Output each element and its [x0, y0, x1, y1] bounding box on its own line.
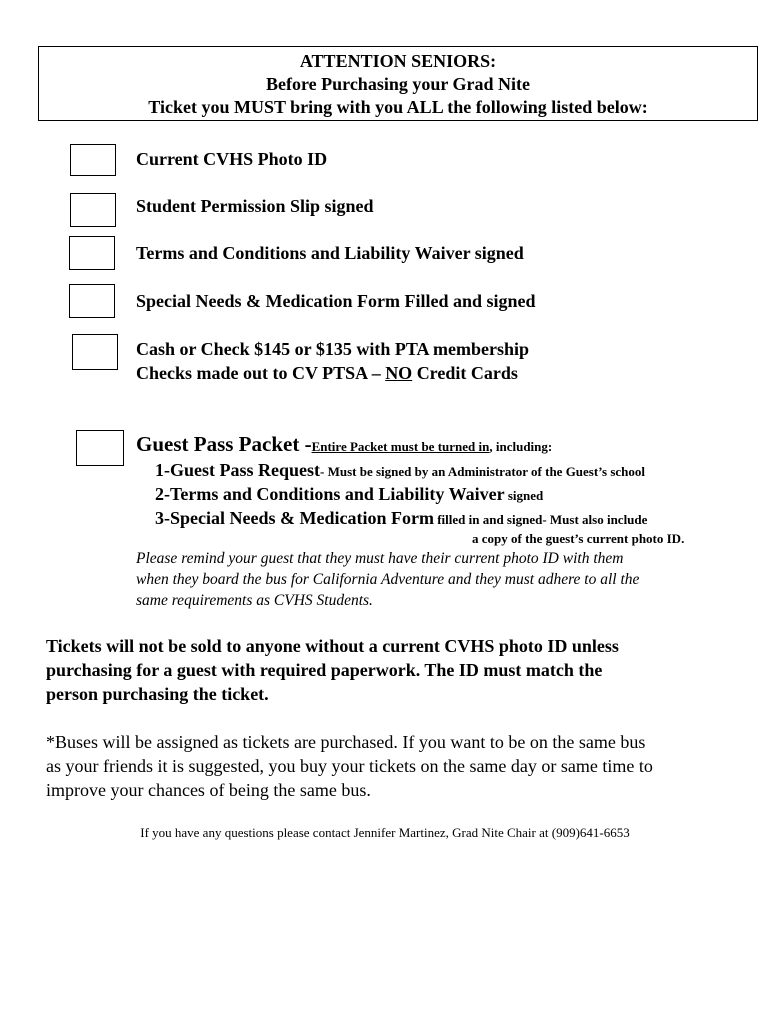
guest-item-3-continued: a copy of the guest’s current photo ID. — [472, 531, 685, 546]
header-box — [38, 46, 758, 121]
guest-reminder-note: Please remind your guest that they must have their current photo ID with them when they board the bus for California Adventure and they must adhere to all the same requirements as CVHS Students. — [136, 550, 640, 609]
permission-slip-checkbox[interactable] — [70, 193, 116, 227]
terms-label: Terms and Conditions and Liability Waiver signed — [136, 243, 524, 263]
no-credit-emphasis: NO — [385, 363, 413, 383]
bus-assignment-note: *Buses will be assigned as tickets are purchased. If you want to be on the same bus as your friends it is suggested, you buy your tickets on the same day or same time to improve your chances of being the same bus. — [46, 732, 653, 800]
guest-item-3: 3-Special Needs & Medication Form filled in and signed- Must also include — [155, 508, 648, 528]
special-needs-checkbox[interactable] — [69, 284, 115, 318]
contact-line: If you have any questions please contact Jennifer Martinez, Grad Nite Chair at (909)641-6653 — [140, 825, 630, 840]
photo-id-label: Current CVHS Photo ID — [136, 149, 328, 169]
photo-id-checkbox[interactable] — [70, 144, 116, 176]
payment-label-line-2: Checks made out to CV PTSA – NO Credit Cards — [136, 363, 518, 383]
payment-checkbox[interactable] — [72, 334, 118, 370]
guest-item-1: 1-Guest Pass Request- Must be signed by an Administrator of the Guest’s school — [155, 460, 646, 480]
guest-item-2: 2-Terms and Conditions and Liability Waiver signed — [155, 484, 544, 504]
guest-pass-checkbox[interactable] — [76, 430, 124, 466]
terms-checkbox[interactable] — [69, 236, 115, 270]
header-line-3: Ticket you MUST bring with you ALL the following listed below: — [148, 97, 648, 117]
header-line-1: ATTENTION SENIORS: — [299, 51, 497, 71]
ticket-warning: Tickets will not be sold to anyone without a current CVHS photo ID unless purchasing for a guest with required paperwork. The ID must match the person purchasing the ticket. — [46, 636, 619, 704]
permission-slip-label: Student Permission Slip signed — [136, 196, 374, 216]
payment-label-line-1: Cash or Check $145 or $135 with PTA membership — [136, 339, 530, 359]
guest-pass-title: Guest Pass Packet -Entire Packet must be turned in, including: — [136, 432, 553, 456]
special-needs-label: Special Needs & Medication Form Filled and signed — [136, 291, 536, 311]
header-line-2: Before Purchasing your Grad Nite — [266, 74, 530, 94]
